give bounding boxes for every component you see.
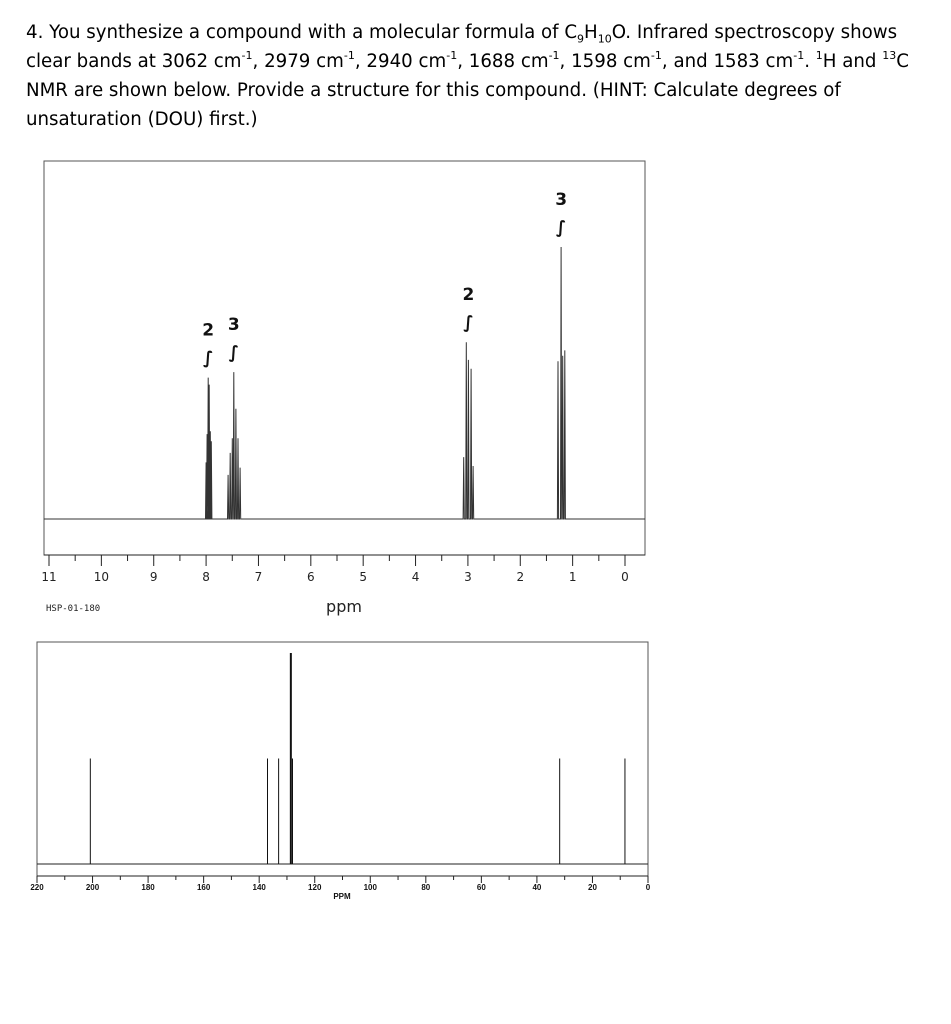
c-tick-label: 180 [141,883,155,892]
integration-value: 3 [227,315,240,336]
h-tick-label: 1 [568,570,577,584]
integral-symbol: ∫ [463,313,474,334]
c-tick-label: 20 [588,883,597,892]
c-tick-label: 80 [421,883,431,892]
h-tick-label: 10 [93,570,110,584]
integral-symbol: ∫ [555,218,567,238]
h-tick-label: 5 [359,570,368,584]
h-tick-label: 0 [621,570,629,584]
h-tick-label: 8 [202,570,210,584]
h-tick-label: 6 [306,570,315,584]
h-tick-label: 2 [516,570,525,584]
integration-value: 2 [202,320,215,341]
c-tick-label: 0 [645,883,651,892]
integral-symbol: ∫ [228,343,240,364]
h-tick-label: 11 [41,570,57,584]
sample-label: HSP-01-180 [46,604,101,614]
h-tick-label: 4 [411,570,420,584]
integral-symbol: ∫ [202,348,214,369]
h-nmr-xlabel: ppm [326,597,362,616]
c-tick-label: 200 [85,883,100,892]
question-text: 4. You synthesize a compound with a molecular formula of $C_9H_{10}O$. Infrared spectroscopy shows clear bands at 3062 $cm^{-1}$, 2979 $cm^{-1}$, 2940 $cm^{-1}$, 1688 $cm^{-1}$, 1598 $cm^{-1}$, and 1583 $cm^{-1}$. $^1$H and $^{13}$C NMR are shown below. Provide a structure for this compound. (HINT: Calculate degrees of unsaturation (DOU) first.) [26,22,909,130]
h-tick-label: 7 [254,570,263,584]
c-nmr-xlabel: PPM [333,892,351,901]
c-tick-label: 60 [476,883,486,892]
integration-value: 3 [555,190,568,210]
c-tick-label: 160 [196,883,211,892]
h-tick-label: 3 [464,570,472,584]
c-tick-label: 40 [532,883,542,892]
h-nmr-frame [44,161,645,555]
c-tick-label: 120 [308,883,322,892]
c-tick-label: 140 [252,883,266,892]
c-tick-label: 100 [363,883,377,892]
h-nmr-trace [44,247,645,519]
c-tick-label: 220 [30,883,44,892]
h-tick-label: 9 [149,570,158,584]
integration-value: 2 [462,285,475,306]
